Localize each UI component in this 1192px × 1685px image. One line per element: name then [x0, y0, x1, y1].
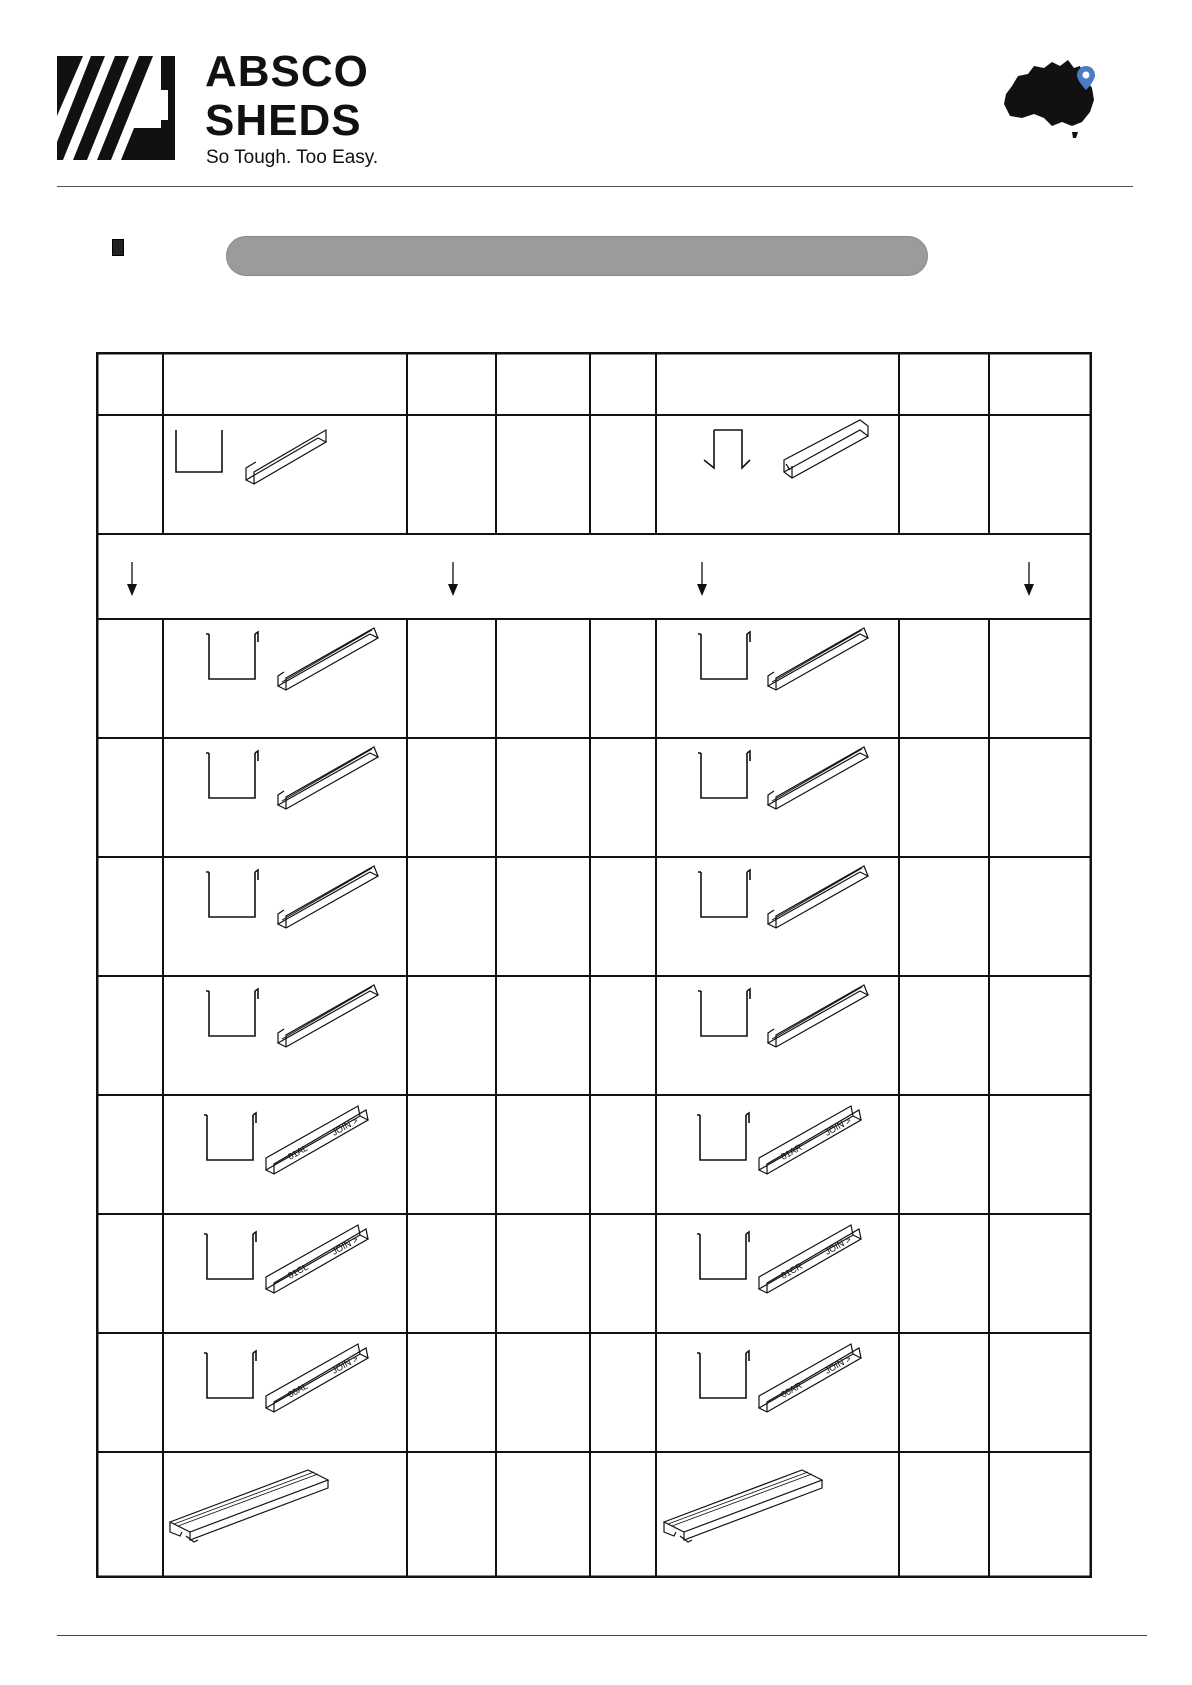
join-label: JOIN >: [330, 1353, 360, 1376]
brand-name-line-2: SHEDS: [205, 96, 362, 145]
section-marker: [112, 239, 124, 256]
join-label: JOIN >: [823, 1115, 853, 1138]
channel-row-2: [206, 747, 868, 809]
ridge-profile-icon: [704, 430, 750, 468]
channel-row-1: [206, 628, 868, 690]
channel-row-3: [206, 866, 868, 928]
australia-map-pin-icon: [1000, 56, 1104, 140]
labeled-channel-row-3: [204, 1344, 861, 1412]
join-label: JOIN >: [823, 1234, 853, 1257]
left-profile-label: 81CL: [286, 1261, 310, 1281]
section-title-bar: [226, 236, 928, 276]
header-divider: [57, 186, 1133, 187]
gutter-rail-icon: [246, 430, 326, 484]
brand-name-line-1: ABSCO: [205, 47, 369, 96]
join-label: JOIN >: [330, 1234, 360, 1257]
brand-tagline: So Tough. Too Easy.: [206, 147, 379, 168]
left-profile-label: 60AL: [286, 1380, 310, 1400]
right-profile-label: 81CR: [779, 1260, 805, 1281]
gutter-profile-icon: [176, 430, 222, 472]
labeled-channel-row-1: [204, 1106, 861, 1174]
footer-divider: [57, 1635, 1147, 1636]
ridge-rail-icon: [784, 420, 868, 478]
right-profile-label: 60AR: [779, 1380, 804, 1400]
left-profile-label: 81AL: [286, 1142, 310, 1162]
absco-logo-icon: [57, 56, 197, 166]
cover-plate-right-icon: [664, 1470, 822, 1542]
join-label: JOIN >: [823, 1353, 853, 1376]
cover-plate-left-icon: [170, 1470, 328, 1542]
parts-table: [96, 352, 1092, 1578]
right-profile-label: 81AR: [779, 1142, 804, 1162]
join-label: JOIN >: [330, 1115, 360, 1138]
channel-row-4: [206, 985, 868, 1047]
labeled-channel-row-2: [204, 1225, 861, 1293]
